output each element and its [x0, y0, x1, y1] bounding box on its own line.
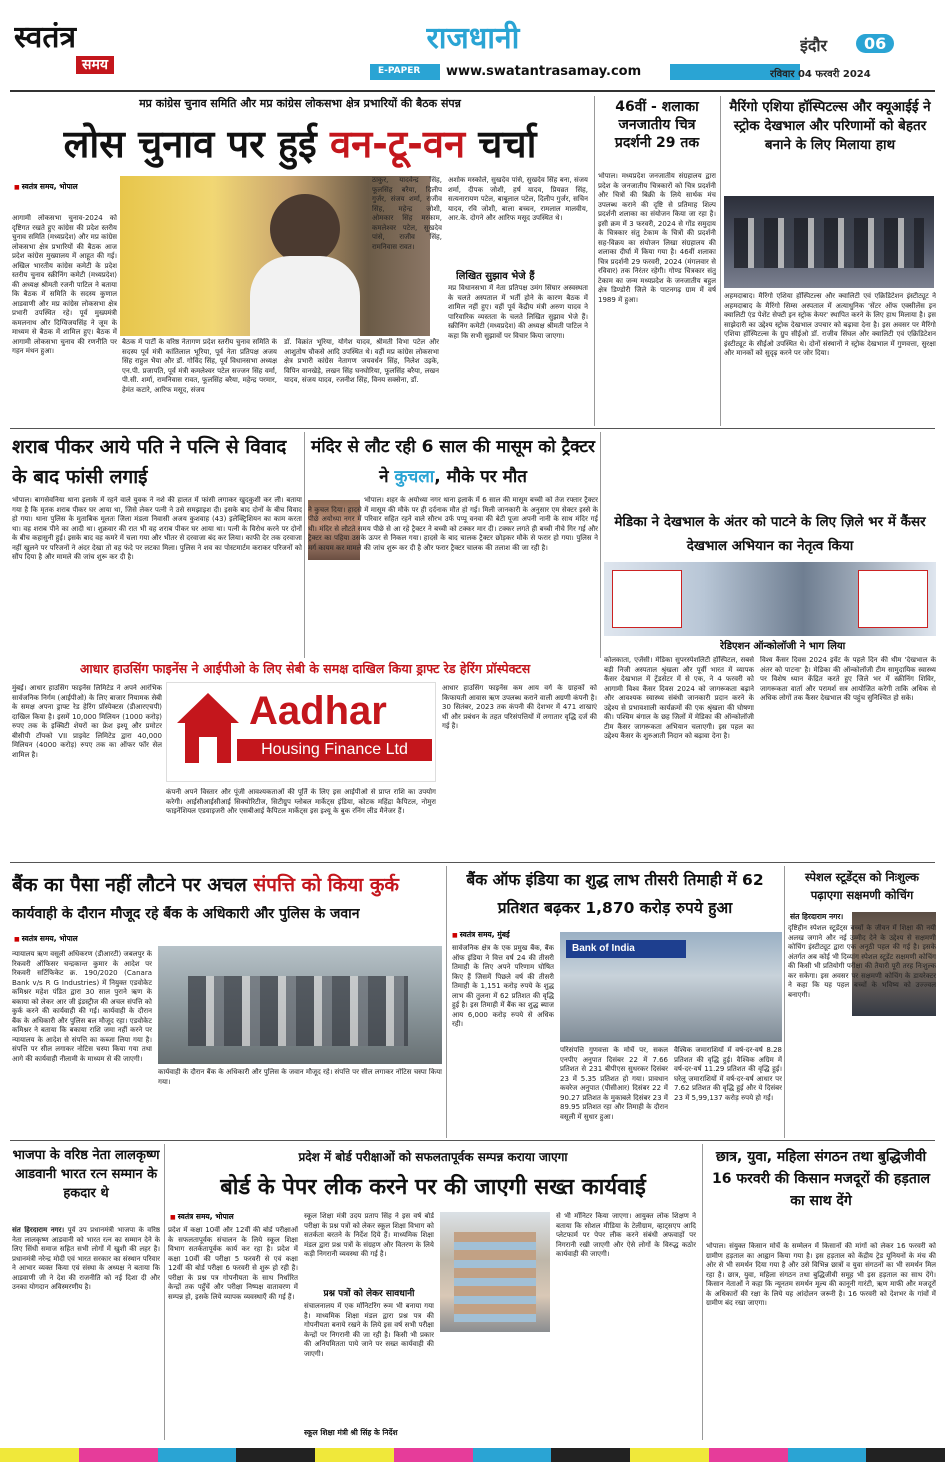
city-name: इंदौर [800, 36, 828, 55]
medica-photo [604, 562, 936, 636]
coaching-title: स्पेशल स्टूडेंट्स को निःशुल्क पढ़ाएगा सक्षमणी कोचिंग [805, 870, 919, 902]
medica-body: कोलकाता, एजेंसी। मेडिका सुपरस्पेशलिटी हॉस्पिटल, सबसे बड़ी निजी अस्पताल श्रृंखला और पूर्वी भारत में व्यापक कैंसर देखभाल में ट्रेंडसेटर में से एक, ने 4 फरवरी को आगामी विश्व कैंसर दिवस 2024 को जागरूकता बढ़ाने और आवश्यक स्वास्थ्य संबंधी जानकारी प्रदान करने के उद्देश्य से प्रभावशाली कार्यक्रमों की एक श्रृंखला की घोषणा की। पश्चिम बंगाल के छह जिलों में मेडिका की ऑन्कोलॉजी टीम कैंसर जागरूकता अभियान चलाएगी। इस पहल का उद्देश्य कैंसर के शुरुआती निदान को बढ़ावा देना है। [604, 656, 754, 740]
house-icon [177, 693, 239, 765]
board-title: बोर्ड के पेपर लीक करने पर की जाएगी सख्त कार्यवाई [220, 1175, 646, 1200]
bank-title-b: संपत्ति को किया कुर्क [253, 874, 400, 896]
advani-body-text: पूर्व उप प्रधानमंत्री भाजपा के वरिष्ठ नेता लालकृष्ण आडवानी को भारत रत्न का सम्मान देने के लिए सिंधी समाज सहित सभी लोगों में खुशी की लहर है। प्रधानमंत्री नरेन्द्र मोदी एवं भारत सरकार का संस्थान परिवार ने आभार व्यक्त किया एवं संस्था के अध्यक्ष ने बताया कि आडवाणी जी ने देश की राजनीति को नई दिशा दी और उनका योगदान अविस्मरणीय है। [12, 1226, 160, 1291]
lead-col1: आगामी लोकसभा चुनाव-2024 को दृष्टिगत रखते हुए कांग्रेस की प्रदेश स्तरीय चुनाव समिति (मध्यप्रदेश) और मप्र कांग्रेस लोकसभा क्षेत्र प्रभारियों की बैठक आज प्रदेश कांग्रेस मुख्यालय में आहूत की गई। अखिल भारतीय कांग्रेस कमेटी के प्रदेश स्तरीय चुनाव स्क्रीनिंग कमेटी (मध्यप्रदेश) की अध्यक्ष श्रीमती रजनी पाटिल ने बताया कि बैठक में समिति के सदस्य कुणाल आडवाणी और मप्र कांग्रेस लोकसभा क्षेत्र प्रभारी उपस्थित रहे। पूर्व मुख्यमंत्री कमलनाथ और दिग्विजयसिंह ने जूम के माध्यम से बैठक में शामिल हुए। बैठक में आगामी लोकसभा चुनाव की रणनीति पर गहन मंथन हुआ। [12, 214, 117, 355]
aadhar-logo-sub: Housing Finance Ltd [237, 739, 432, 761]
lead-col2a: ठाकुर, यादवेन्द्र सिंह, फूलसिंह बरैया, दिलीप गुर्जर, संजय शर्मा, राजीव सिंह, महेन्द्र जोशी, ओमकार सिंह मरकाम, कमलेश्वर पटेल, सुखदेव पांसे, राजीव सिंह, रामनिवास रावत। [372, 176, 442, 251]
aadhar-body3: आधार हाउसिंग फाइनेंस कम आय वर्ग के ग्राहकों को किफायती आवास ऋण उपलब्ध कराने वाली अग्रणी कंपनी है। 30 सितंबर, 2023 तक कंपनी की देशभर में 471 शाखाएं थीं और प्रबंधन के तहत परिसंपत्तियों में लगातार वृद्धि दर्ज की गई है। [442, 684, 597, 730]
temple-title-b: कुचला [394, 467, 435, 487]
vrule-2 [720, 96, 721, 426]
marengo-title: मैरिंगो एशिया हॉस्पिटल्स और क्यूआईई ने स्ट्रोक देखभाल और परिणामों को बेहतर बनाने के लिए मिलाया हाथ [729, 99, 931, 153]
advani-title: भाजपा के वरिष्ठ नेता लालकृष्ण आडवानी भारत रत्न सम्मान के हकदार थे [12, 1148, 160, 1201]
lead-kicker: मप्र कांग्रेस चुनाव समिति और मप्र कांग्रेस लोकसभा क्षेत्र प्रभारियों की बैठक संपन्न [139, 97, 461, 110]
lead-col2b: बैठक में पार्टी के वरिष्ठ नेतागण प्रदेश स्तरीय चुनाव समिति के सदस्य पूर्व मंत्री कांतिलाल भूरिया, पूर्व नेता प्रतिपक्ष अजय सिंह राहुल भैया और डॉ. गोविंद सिंह, पूर्व विधानसभा अध्यक्ष एन.पी. प्रजापति, पूर्व मंत्री कमलेश्वर पटेल सज्जन सिंह वर्मा, पी.सी. शर्मा, रामनिवास रावत, फूलसिंह बरैया, महेन्द्र परमार, हेमंत कटारे, आरिफ मसूद, संजय [122, 338, 277, 394]
aadhar-title: आधार हाउसिंग फाइनेंस ने आईपीओ के लिए सेबी के समक्ष दाखिल किया ड्राफ्ट रेड हेरिंग प्रॉस्पेक्टस [79, 661, 531, 676]
liquor-title: शराब पीकर आये पति ने पत्नि से विवाद के बाद फांसी लगाई [12, 436, 287, 488]
masthead-divider [10, 90, 935, 92]
temple-title-a: मंदिर से लौट रही 6 साल की मासूम को ट्रैक्टर ने [311, 437, 595, 487]
lead-col2c: डॉ. विक्रांत भूरिया, योगेश यादव, श्रीमती विभा पटेल और आशुतोष चौकसे आदि उपस्थित थे। वहीं मप्र कांग्रेस लोकसभा क्षेत्र प्रभारी कांग्रेस नेतागण जयवर्धन सिंह, निलेश उइके, विपिन वानखेड़े, लखन सिंह घनघोरिया, फूलसिंह बरैया, लखन यादव, संजय यादव, रजनीश सिंह, विनय सक्सेना, डॉ. [284, 338, 439, 384]
hrule-2 [10, 862, 935, 863]
lead-col3a: अशोक मस्कोले, सुखदेव पांसे, सुखदेव सिंह बना, संजय शर्मा, दीपक जोशी, हर्ष यादव, प्रियव्रत सिंह, सत्यनारायण पटेल, बाबूलाल पटेल, दिलीप गुर्जर, सचिन यादव, रवि जोशी, बाला बच्चन, रामलाल मालवीय, आर.के. दोगने और आरिफ मसूद उपस्थित थे। [448, 176, 588, 222]
painting-title: 46वीं - शलाका जनजातीय चित्र प्रदर्शनी 29 तक [614, 99, 700, 151]
aadhar-logo [166, 682, 436, 782]
hrule-1 [10, 428, 935, 429]
page-number: 06 [856, 34, 894, 53]
section-name: राजधानी [426, 21, 520, 56]
medica-caption: रेडिएशन ऑन्कोलॉजी ने भाग लिया [720, 641, 846, 652]
boi-photo [560, 932, 782, 1042]
hrule-3 [10, 1140, 935, 1141]
board-body3: संचालनालय में एक मॉनिटरिंग रूम भी बनाया गया है। माध्यमिक शिक्षा मंडल द्वारा प्रश्न पत्र की गोपनीयता बनाये रखने के लिये इस वर्ष सभी परीक्षा केन्द्रों पर निगरानी की जा रही है। किसी भी प्रकार की अनियमितता पाये जाने पर सख्त कार्यवाही की जाएगी। [304, 1302, 434, 1358]
coaching-byline: संत हिरदाराम नगर। [790, 912, 844, 921]
board-body: प्रदेश में कक्षा 10वीं और 12वीं की बोर्ड परीक्षाओं के सफलतापूर्वक संचालन के लिये स्कूल शिक्षा विभाग सतर्कतापूर्वक कार्य कर रहा है। प्रदेश में कक्षा 10वीं की परीक्षा 5 फरवरी से एवं कक्षा 12वीं की बोर्ड परीक्षा 6 फरवरी से शुरू हो रही है। परीक्षा के प्रश्न पत्र गोपनीयता के साथ निर्धारित केन्द्रों तक पहुँचें और परीक्षा निष्पक्ष वातावरण में सम्पन्न हो, इसके लिये व्यापक व्यवस्थाएँ की गई हैं। [168, 1226, 298, 1301]
issue-date: रविवार 04 फरवरी 2024 [770, 69, 871, 80]
epaper-label: E-PAPER [378, 66, 421, 76]
painting-body: भोपाल। मध्यप्रदेश जनजातीय संग्रहालय द्वारा प्रदेश के जनजातीय चित्रकारों को चित्र प्रदर्शनी और चित्रों की बिक्री के लिये सार्थक मंच उपलब्ध कराने की दृष्टि से प्रतिमाह शिल्प प्रदर्शनी शलाका का संयोजन किया जा रहा है। इसी क्रम में 3 फरवरी, 2024 से गोंड समुदाय के चित्रकार संतु टेकाम के चित्रों की प्रदर्शनी सह-विक्रय का संयोजन लिखा संग्रहालय की शलाका दीर्घा में किया गया है। 46वीं शलाका चित्र प्रदर्शनी 29 फरवरी, 2024 (मंगलवार से रविवार) तक निरंतर रहेगी। गोण्ड चित्रकार संतु टेकाम का जन्म मध्यप्रदेश के जनजातीय बहुल क्षेत्र डिण्डोरी जिले के पाटनगढ़ ग्राम में वर्ष 1989 में हुआ। [598, 172, 716, 304]
bank-title [12, 866, 442, 906]
marengo-photo [724, 196, 934, 288]
registration-strip [0, 1448, 945, 1462]
liquor-body: भोपाल। बागसेवनिया थाना इलाके में रहने वाले युवक ने नशे की हालत में फांसी लगाकर खुदकुशी कर ली। बताया गया है कि मृतक शराब पीकर घर आया था, जिसे लेकर पत्नी ने उसे समझाइश दी। इसके बाद दोनों के बीच विवाद हो गया। थाना पुलिस के मुताबिक मूलतः जिला मंडला निवासी अजय कुशवाह (43) इलेक्ट्रिशियन का काम करता था। वह शराब पीने का आदी था। शुक्रवार की रात भी वह शराब पीकर घर आया था। पत्नी के विरोध करने पर दोनों के बीच कहासुनी हुई। इसके बाद वह कमरे में चला गया और भीतर से दरवाजा बंद कर लिया। काफी देर तक दरवाजा नहीं खुलने पर परिजनों ने अंदर देखा तो वह फंदे पर लटका मिला। पुलिस ने शव का पोस्टमार्टम कराकर परिजनों को सौंप दिया है और मामले की जांच शुरू कर दी है। [12, 496, 302, 561]
board-body2: स्कूल शिक्षा मंत्री उदय प्रताप सिंह ने इस वर्ष बोर्ड परीक्षा के प्रश्न पत्रों को लेकर स्कूल शिक्षा विभाग को सतर्कता बरतने के निर्देश दिये हैं। माध्यमिक शिक्षा मंडल द्वारा प्रश्न पत्रों के संग्रहण और वितरण के लिये कड़ी निगरानी व्यवस्था की गई है। [304, 1212, 434, 1258]
lead-col3-sub: लिखित सुझाव भेजे हैं [456, 271, 535, 282]
site-url[interactable]: www.swatantrasamay.com [440, 62, 670, 82]
masthead [0, 0, 945, 88]
temple-title-c: , मौके पर मौत [434, 467, 527, 487]
temple-body: भोपाल। शहर के अयोध्या नगर थाना इलाके में 6 साल की मासूम बच्ची को तेज रफ्तार ट्रैक्टर ने कुचल दिया। हादसे में मासूम की मौके पर ही दर्दनाक मौत हो गई। मिली जानकारी के अनुसार एम सेक्टर इस्से के पीछे अयोध्या नगर में परिवार सहित रहने वाले सौरभ उर्फ पप्पू वनवा की बेटी पूजा अपनी नानी के साथ मंदिर गई थी। मंदिर से लौटते समय पीछे से आ रहे ट्रैक्टर ने बच्ची को टक्कर मार दी। टक्कर लगते ही बच्ची नीचे गिर गई और ट्रैक्टर का पहिया उसके ऊपर से निकल गया। हादसे के बाद चालक ट्रैक्टर छोड़कर मौके से फरार हो गया। पुलिस ने मर्ग कायम कर मामले की जांच शुरू कर दी है और फरार ट्रैक्टर चालक की तलाश की जा रही है। [308, 496, 598, 552]
bank-body-col: न्यायालय ऋण वसूली अधिकरण (डीआरटी) जबलपुर के रिकवरी ऑफिसर चन्द्रकान्त कुमार के आदेश पर रिकवरी सर्टिफिकेट क्र. 190/2020 (Canara Bank v/s R G Industries) में नियुक्त एडवोकेट कमिश्नर महेश पंडित द्वारा 30 साल पुराने ऋण के बकाया को लेकर आर जी इंडस्ट्रीज की अचल संपत्ति को कुर्क करने की कार्यवाही की गई। कार्यवाही के दौरान बैंक के अधिकारी और पुलिस बल मौजूद रहा। एडवोकेट कमिश्नर ने बताया कि बकाया राशि जमा नहीं करने पर न्यायालय के आदेश से संपत्ति का कब्जा लिया गया है। संपत्ति पर सील लगाकर नोटिस चस्पा किया गया तथा आगे की कार्यवाही नीलामी के माध्यम से की जाएगी। [12, 950, 152, 1063]
vrule-4 [600, 432, 601, 658]
medica-title: मेडिका ने देखभाल के अंतर को पाटने के लिए ज़िले भर में कैंसर देखभाल अभियान का नेतृत्व किया [614, 514, 926, 554]
coaching-body: दृष्टिहीन स्पेशल स्टूडेंट्स बच्चों के जीवन में शिक्षा की नयी अलख जगाने और नई उम्मीद देने के उद्देश्य से सक्षमणी कोचिंग इंस्टीट्यूट द्वारा एक अनूठी पहल की गई है। इसके अंतर्गत अब कोई भी दिव्यांग स्पेशल स्टूडेंट सक्षमणी कोचिंग की किसी भी प्रतियोगी परीक्षा की तैयारी पूरी तरह निःशुल्क कर सकेगा। इस अवसर पर सक्षमणी कोचिंग के डायरेक्टर ने कहा कि यह पहल बच्चों के भविष्य को उज्ज्वल बनाएगी। [788, 924, 936, 999]
board-kicker: प्रदेश में बोर्ड परीक्षाओं को सफलतापूर्वक सम्पन्न कराया जाएगा [298, 1150, 568, 1164]
board-sub: प्रश्न पत्रों को लेकर सावधानी [323, 1289, 415, 1299]
boi-body: सार्वजनिक क्षेत्र के एक प्रमुख बैंक, बैंक ऑफ इंडिया ने वित्त वर्ष 24 की तीसरी तिमाही के लिए अपने परिणाम घोषित किए हैं जिसमें पिछले वर्ष की तीसरी तिमाही के 1,151 करोड़ रुपये के शुद्ध लाभ की तुलना में 62 प्रतिशत की वृद्धि हुई है। इस तिमाही में बैंक का शुद्ध ब्याज आय 6,000 करोड़ रुपये से अधिक रही। [452, 944, 554, 1028]
boi-sign: Bank of India [566, 940, 686, 958]
board-byline: ■ स्वतंत्र समय, भोपाल [170, 1212, 330, 1224]
strike-title: छात्र, युवा, महिला संगठन तथा बुद्धिजीवी 16 फरवरी की किसान मजदूरों की हड़ताल का साथ देंगे [712, 1149, 930, 1209]
strike-body: भोपाल। संयुक्त किसान मोर्चे के सम्मेलन में किसानों की मांगों को लेकर 16 फरवरी को ग्रामीण हड़ताल का आह्वान किया गया है। इस हड़ताल को केंद्रीय ट्रेड यूनियनों के मंच की ओर से भी समर्थन दिया गया है और उसे विभिन्न छात्रों व युवा संगठनों का भी समर्थन मिल रहा है। छात्र, युवा, महिला संगठन तथा बुद्धिजीवी समूह भी इस हड़ताल का साथ देंगे। किसान नेताओं ने कहा कि न्यूनतम समर्थन मूल्य की कानूनी गारंटी, ऋण माफी और मजदूरों के अधिकारों की रक्षा के लिये यह आंदोलन जरूरी है। 16 फरवरी को देशभर के गांवों में ग्रामीण बंद रखा जाएगा। [706, 1242, 936, 1307]
logo [14, 22, 134, 82]
logo-line2: समय [76, 56, 114, 74]
lead-headline-c: चर्चा [465, 122, 537, 166]
medica-body2: विश्व कैंसर दिवस 2024 इवेंट के पहले दिन की थीम 'देखभाल के अंतर को पाटना' है। मेडिका की ऑन्कोलॉजी टीम सामुदायिक स्वास्थ्य पर विशेष ध्यान केंद्रित करते हुए जिले भर में स्क्रीनिंग शिविर, जागरूकता वार्ता और परामर्श सत्र आयोजित करेगी ताकि अधिक से अधिक लोगों तक कैंसर देखभाल की पहुंच सुनिश्चित हो सके। [760, 656, 936, 702]
advani-body [12, 1226, 160, 1438]
board-body4: से भी मॉनिटर किया जाएगा। आयुक्त लोक शिक्षण ने बताया कि सोशल मीडिया के टेलीग्राम, व्हाट्सएप आदि प्लेटफार्म पर पेपर लीक करने संबंधी अफवाहों पर निगरानी रखी जाएगी और ऐसे लोगों के विरुद्ध कठोर कार्यवाही की जाएगी। [556, 1212, 696, 1258]
bank-subtitle: कार्यवाही के दौरान मौजूद रहे बैंक के अधिकारी और पुलिस के जवान [12, 906, 360, 922]
bank-photo [158, 946, 442, 1064]
board-photo [440, 1212, 550, 1332]
boi-title: बैंक ऑफ इंडिया का शुद्ध लाभ तीसरी तिमाही में 62 प्रतिशत बढ़कर 1,870 करोड़ रुपये हुआ [466, 871, 764, 917]
aadhar-logo-name: Aadhar [249, 689, 387, 733]
temple-title [308, 432, 598, 494]
vrule-7 [164, 1144, 165, 1440]
vrule-6 [784, 866, 785, 1138]
board-caption: स्कूल शिक्षा मंत्री श्री सिंह के निर्देश [304, 1428, 398, 1437]
boi-byline: ■ स्वतंत्र समय, मुंबई [452, 930, 592, 942]
advani-byline: संत हिरदाराम नगर। [12, 1226, 65, 1234]
lead-headline-a: लोस चुनाव पर हुई [63, 122, 330, 166]
bank-title-a: बैंक का पैसा नहीं लौटने पर अचल [12, 874, 254, 896]
boi-body2: परिसंपत्ति गुणवत्ता के मोर्चे पर, सकल एनपीए अनुपात दिसंबर 22 में 7.66 प्रतिशत से 231 बीपीएस सुधरकर दिसंबर 23 में 5.35 प्रतिशत हो गया। प्रावधान कवरेज अनुपात (पीसीआर) दिसंबर 22 में 90.27 प्रतिशत के मुकाबले दिसंबर 23 में 89.95 प्रतिशत रहा और तिमाही के दौरान वसूली में सुधार हुआ। [560, 1046, 668, 1121]
vrule-5 [446, 866, 447, 1138]
logo-line1: स्वतंत्र [14, 22, 77, 55]
vrule-1 [594, 96, 595, 426]
city-page [800, 34, 930, 60]
aadhar-body2: कंपनी अपने विस्तार और पूंजी आवश्यकताओं की पूर्ति के लिए इस आईपीओ से प्राप्त राशि का उपयोग करेगी। आईसीआईसीआई सिक्योरिटीज, सिटीग्रुप ग्लोबल मार्केट्स इंडिया, कोटक महिंद्रा कैपिटल, नोमुरा फाइनेंशियल एडवाइजरी और एसबीआई कैपिटल मार्केट्स इस इश्यू के बुक रनिंग लीड मैनेजर हैं। [166, 788, 436, 815]
boi-body3: वैश्विक जमाराशियों में वर्ष-दर-वर्ष 8.28 प्रतिशत की वृद्धि हुई। वैश्विक अग्रिम में वर्ष-दर-वर्ष 11.29 प्रतिशत की वृद्धि हुई। घरेलू जमाराशियों में वर्ष-दर-वर्ष आधार पर 7.62 प्रतिशत की वृद्धि हुई और ये दिसंबर 23 में 5,99,137 करोड़ रुपये हो गईं। [674, 1046, 782, 1102]
vrule-3 [304, 432, 305, 658]
marengo-body: अहमदाबाद। मैरिंगो एशिया हॉस्पिटल्स और क्वालिटी एवं एक्रिडिटेशन इंस्टीट्यूट ने अहमदाबाद के मैरिंगो सिम्स अस्पताल में अत्याधुनिक 'सेंटर ऑफ एक्सीलेंस इन क्वालिटी एंड पेशेंट सेफ्टी इन स्ट्रोक केयर' स्थापित करने के लिए हाथ मिलाया है। इस साझेदारी का उद्देश्य स्ट्रोक देखभाल उपचार को बढ़ावा देना है। इस अवसर पर मैरिंगो एशिया हॉस्पिटल्स के ग्रुप सीईओ डॉ. राजीव सिंघल और क्वालिटी एवं एक्रिडिटेशन इंस्टीट्यूट के सीईओ उपस्थित थे। दोनों संस्थानों ने स्ट्रोक देखभाल में गुणवत्ता, सुरक्षा और मानकों को सुदृढ़ करने पर जोर दिया। [724, 292, 936, 357]
lead-byline: ■ स्वतंत्र समय, भोपाल [14, 182, 174, 194]
lead-headline-b: वन-टू-वन [329, 122, 466, 166]
bank-body-wide: कार्यवाही के दौरान बैंक के अधिकारी और पुलिस के जवान मौजूद रहे। संपत्ति पर सील लगाकर नोटिस चस्पा किया गया। [158, 1068, 442, 1086]
vrule-8 [702, 1144, 703, 1440]
bank-byline: ■ स्वतंत्र समय, भोपाल [14, 934, 214, 946]
lead-col3b: मप्र विधानसभा में नेता प्रतिपक्ष उमंग सिंघार अस्वस्थता के चलते अस्पताल में भर्ती होने के कारण बैठक में शामिल नहीं हुए। वहीं पूर्व केंद्रीय मंत्री अरुण यादव ने पारिवारिक व्यस्तता के चलते लिखित सुझाव भेजे हैं। स्क्रीनिंग कमेटी (मध्यप्रदेश) की अध्यक्ष श्रीमती पाटिल ने कहा कि सभी सुझावों पर विचार किया जाएगा। [448, 284, 588, 340]
lead-headline [10, 116, 590, 172]
lead-photo-small [12, 200, 112, 214]
aadhar-body: मुंबई। आधार हाउसिंग फाइनेंस लिमिटेड ने अपने आरंभिक सार्वजनिक निर्गम (आईपीओ) के लिए बाजार नियामक सेबी के समक्ष अपना ड्राफ्ट रेड हेरिंग प्रॉस्पेक्टस (डीआरएचपी) दाखिल किया है। इसमें 10,000 मिलियन (1000 करोड़) रुपए तक के इक्विटी शेयरों का फ्रेश इश्यू और प्रमोटर बीसीपी टॉपको VII प्राइवेट लिमिटेड द्वारा 40,000 मिलियन (4000 करोड़) रुपए तक का ऑफर फॉर सेल शामिल है। [12, 684, 162, 759]
